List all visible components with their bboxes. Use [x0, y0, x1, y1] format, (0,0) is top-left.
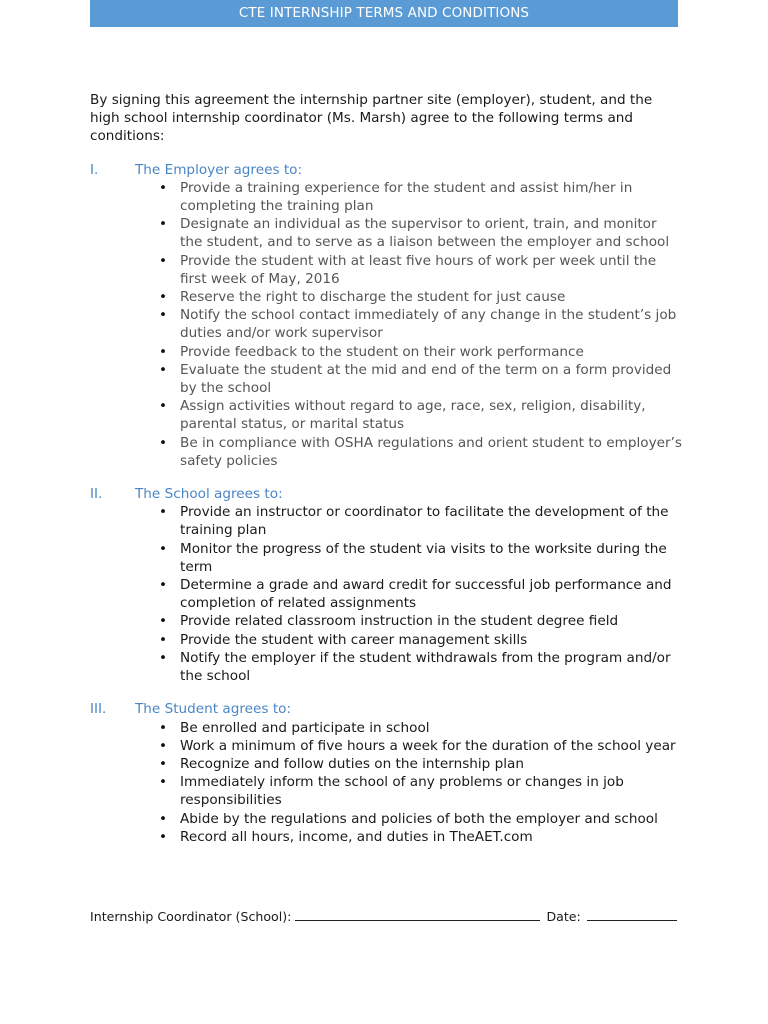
bullet-icon: •: [159, 631, 168, 648]
bullet-icon: •: [159, 504, 168, 521]
list-item: [90, 773, 682, 809]
list-item-text: Designate an individual as the supervisor to orient, train, and monitor the student, and to serve as a liaison between the employer and school: [180, 216, 670, 251]
bullet-icon: •: [159, 398, 168, 415]
bullet-icon: •: [159, 540, 168, 557]
list-item: [90, 612, 682, 630]
list-item: [90, 397, 682, 433]
list-item-text: Provide related classroom instruction in the student degree field: [180, 613, 619, 630]
bullet-icon: •: [159, 252, 168, 269]
bullet-icon: •: [159, 649, 168, 666]
intro-paragraph: By signing this agreement the internship partner site (employer), student, and the high school internship coordinator (Ms. Marsh) agree to the following terms and conditions:: [90, 92, 653, 145]
coordinator-label: Internship Coordinator (School):: [90, 909, 292, 924]
list-item: [90, 361, 682, 397]
section-number: II.: [90, 486, 103, 503]
list-item-text: Assign activities without regard to age, race, sex, religion, disability, parental status, or marital status: [180, 398, 646, 433]
list-item: [90, 540, 682, 576]
list-item: [90, 631, 682, 649]
list-item-text: Notify the school contact immediately of any change in the student’s job duties and/or work supervisor: [180, 307, 677, 342]
bullet-icon: •: [159, 434, 168, 451]
list-item-text: Provide the student with career management skills: [180, 631, 528, 648]
list-item-text: Reserve the right to discharge the student for just cause: [180, 289, 566, 306]
list-item-text: Provide an instructor or coordinator to facilitate the development of the training plan: [180, 504, 669, 539]
section-school: [90, 485, 682, 685]
bullet-icon: •: [159, 577, 168, 594]
section-student: [90, 700, 682, 846]
list-item-text: Monitor the progress of the student via visits to the worksite during the term: [180, 540, 667, 575]
school-terms-list: [90, 503, 682, 685]
section-employer: [90, 161, 682, 470]
coordinator-signature-field[interactable]: [295, 906, 540, 921]
signature-line-row: [90, 906, 682, 924]
list-item: [90, 828, 682, 846]
date-field[interactable]: [587, 906, 677, 921]
list-item: [90, 343, 682, 361]
bullet-icon: •: [159, 719, 168, 736]
list-item-text: Be enrolled and participate in school: [180, 719, 430, 736]
list-item: [90, 576, 682, 612]
list-item-text: Record all hours, income, and duties in TheAET.com: [180, 828, 533, 845]
section-title: The School agrees to:: [135, 486, 283, 503]
bullet-icon: •: [159, 755, 168, 772]
bullet-icon: •: [159, 613, 168, 630]
list-item: [90, 288, 682, 306]
bullet-icon: •: [159, 289, 168, 306]
list-item: [90, 719, 682, 737]
list-item-text: Notify the employer if the student withdrawals from the program and/or the school: [180, 649, 671, 685]
bullet-icon: •: [159, 774, 168, 791]
bullet-icon: •: [159, 343, 168, 360]
section-title: The Student agrees to:: [135, 701, 292, 718]
date-label: Date:: [546, 909, 581, 924]
list-item: [90, 252, 682, 288]
list-item: [90, 434, 682, 470]
list-item-text: Evaluate the student at the mid and end of the term on a form provided by the school: [180, 361, 672, 397]
list-item-text: Recognize and follow duties on the internship plan: [180, 755, 524, 772]
list-item: [90, 503, 682, 539]
list-item: [90, 737, 682, 755]
bullet-icon: •: [159, 307, 168, 324]
student-terms-list: [90, 719, 682, 846]
list-item: [90, 810, 682, 828]
list-item-text: Immediately inform the school of any problems or changes in job responsibilities: [180, 774, 624, 809]
employer-terms-list: [90, 179, 682, 470]
list-item-text: Be in compliance with OSHA regulations and orient student to employer’s safety policies: [180, 434, 683, 469]
bullet-icon: •: [159, 828, 168, 845]
list-item-text: Provide feedback to the student on their work performance: [180, 343, 584, 360]
section-heading: [90, 485, 682, 503]
list-item-text: Provide the student with at least five hours of work per week until the first week of May, 2016: [180, 252, 657, 287]
list-item: [90, 755, 682, 773]
list-item: [90, 649, 682, 685]
section-number: III.: [90, 701, 107, 718]
bullet-icon: •: [159, 216, 168, 233]
list-item: [90, 306, 682, 342]
list-item-text: Work a minimum of five hours a week for the duration of the school year: [180, 737, 676, 754]
bullet-icon: •: [159, 737, 168, 754]
list-item: [90, 215, 682, 251]
bullet-icon: •: [159, 361, 168, 378]
bullet-icon: •: [159, 179, 168, 196]
section-title: The Employer agrees to:: [135, 161, 303, 178]
list-item-text: Abide by the regulations and policies of both the employer and school: [180, 810, 658, 827]
list-item-text: Determine a grade and award credit for successful job performance and completion of related assignments: [180, 577, 672, 612]
section-number: I.: [90, 161, 99, 178]
list-item-text: Provide a training experience for the student and assist him/her in completing the training plan: [180, 179, 633, 215]
bullet-icon: •: [159, 810, 168, 827]
section-heading: [90, 161, 682, 179]
list-item: [90, 179, 682, 215]
document-title: CTE INTERNSHIP TERMS AND CONDITIONS: [238, 5, 530, 21]
header-title-bar: [90, 0, 678, 27]
section-heading: [90, 700, 682, 718]
document-body: [90, 91, 682, 846]
